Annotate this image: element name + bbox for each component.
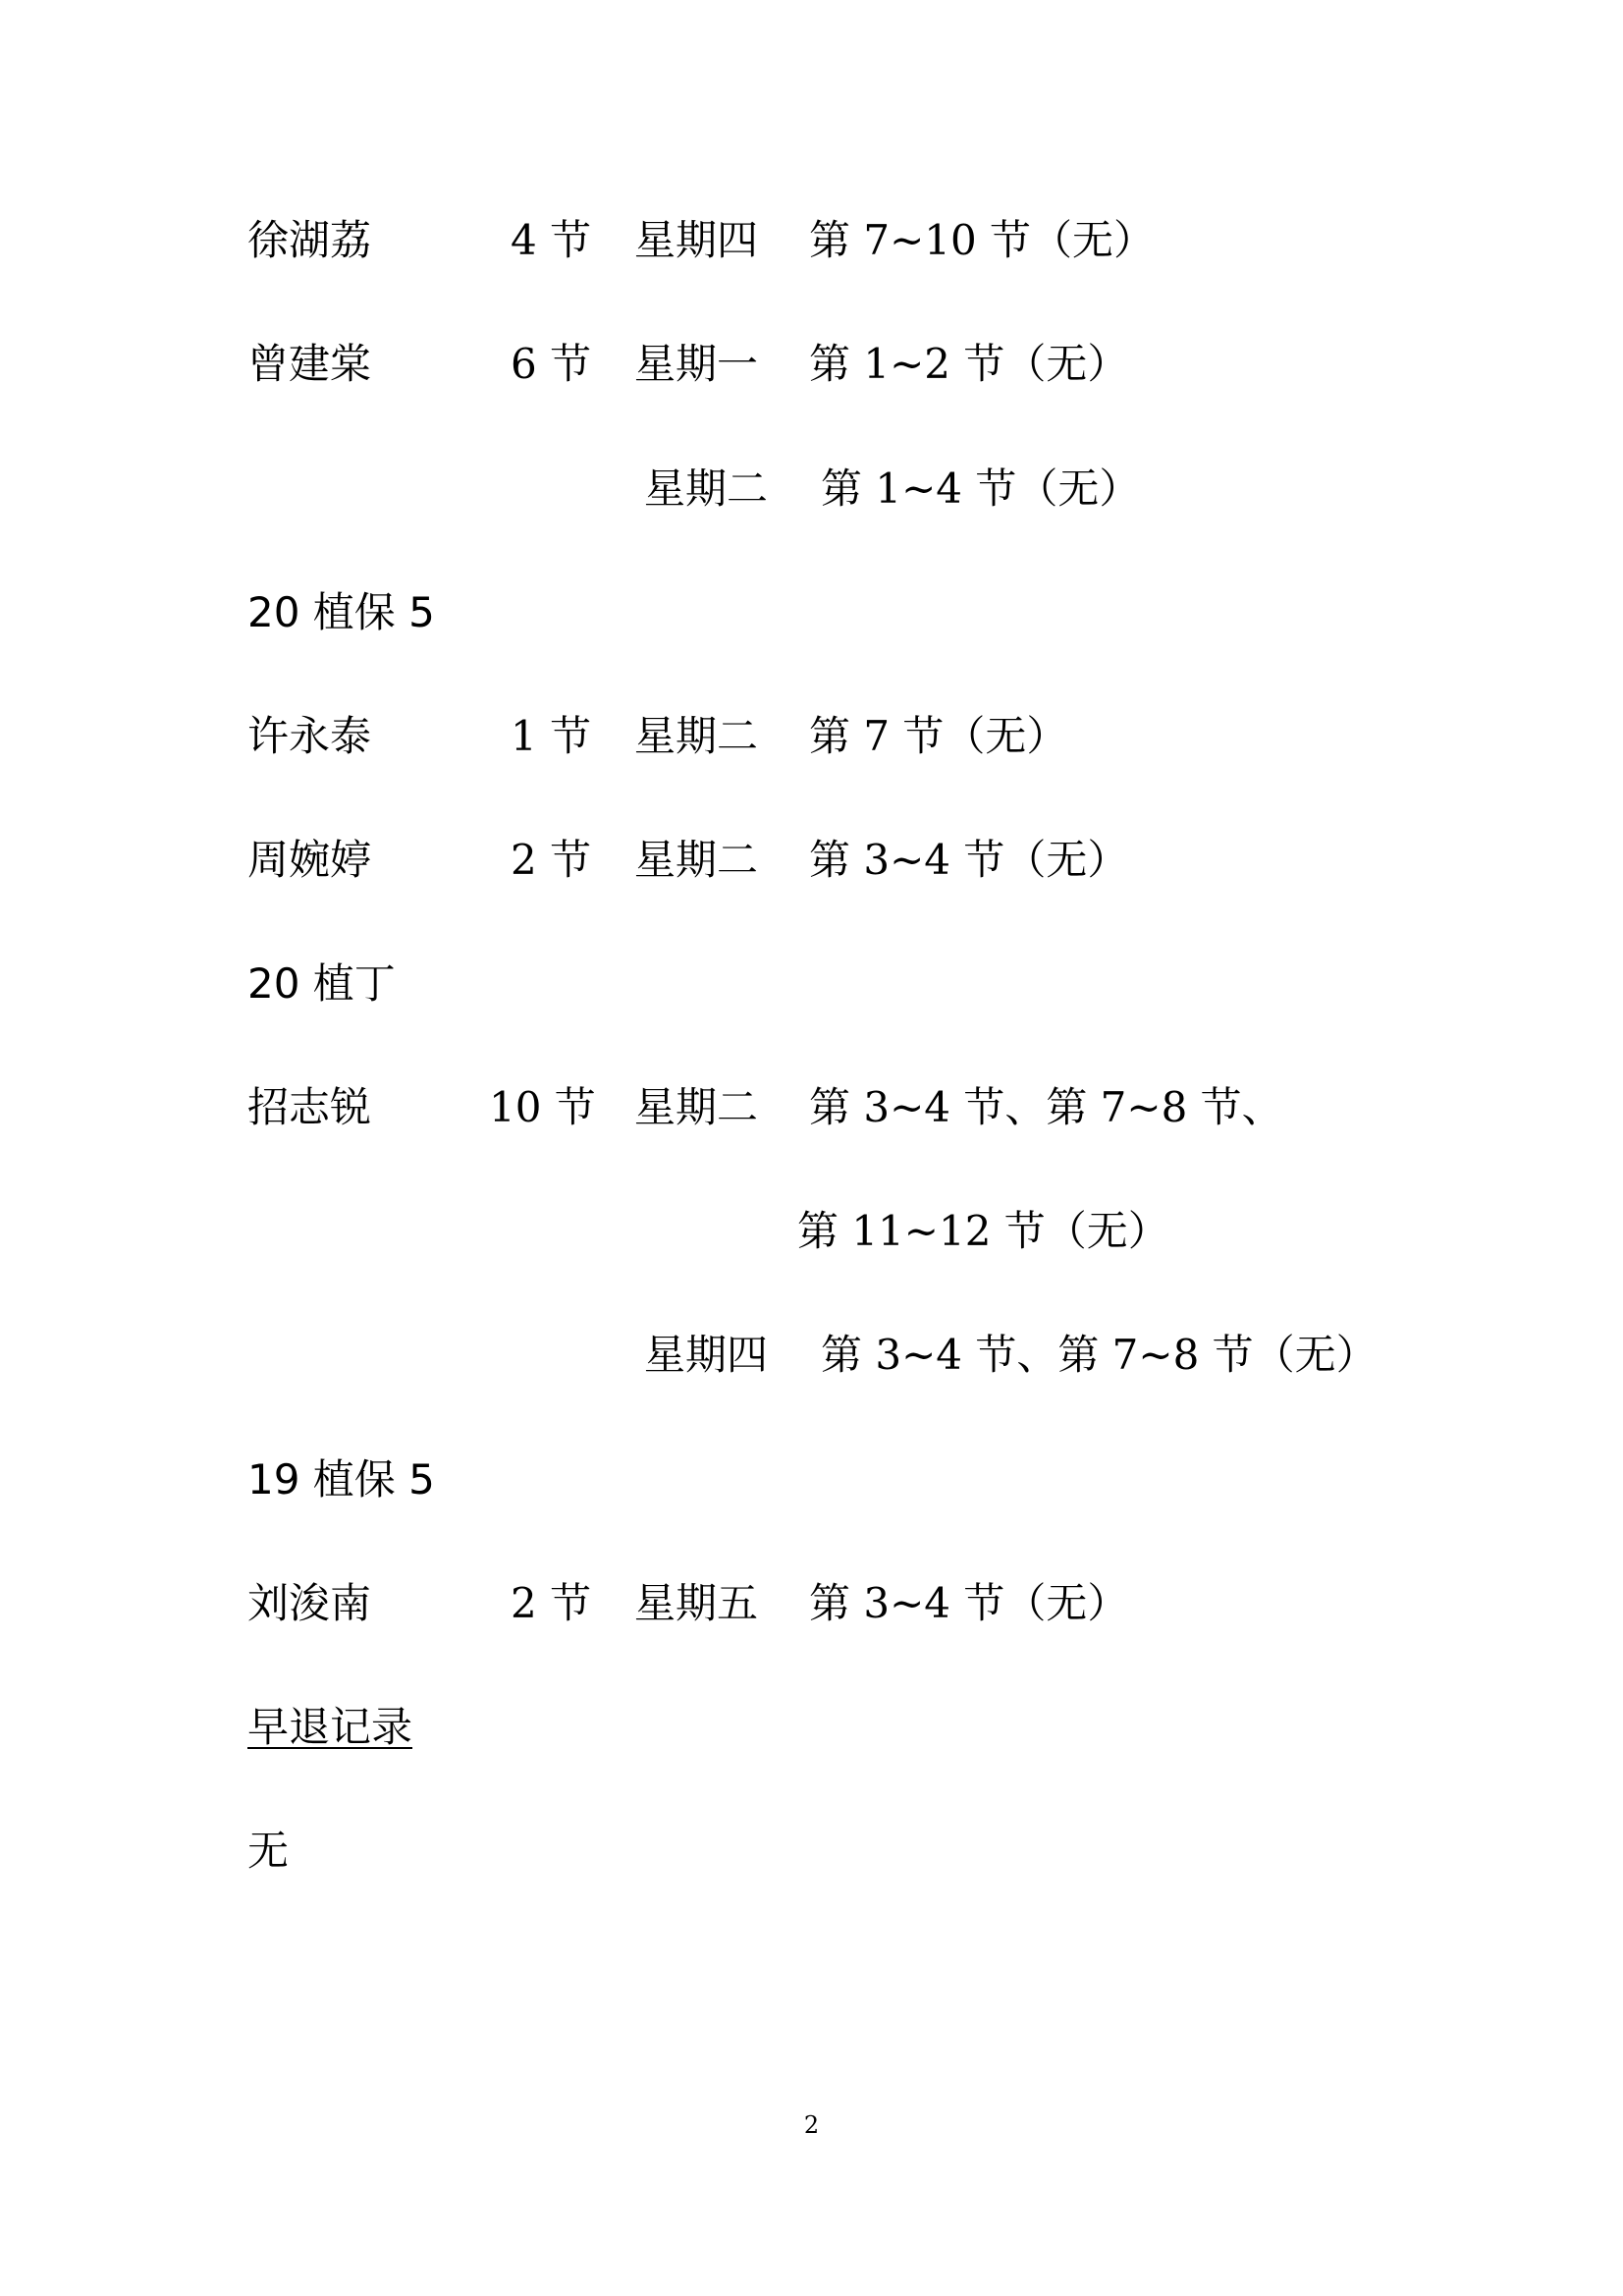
weekday: 星期一	[634, 340, 759, 388]
period-range-continued: 第 11~12 节（无）	[797, 1207, 1169, 1255]
student-name: 刘浚南	[247, 1579, 372, 1627]
period-range: 第 3~4 节、第 7~8 节、	[809, 1083, 1283, 1131]
page-number: 2	[803, 2111, 820, 2139]
period-count: 6 节	[511, 340, 592, 388]
student-name: 招志锐	[247, 1083, 372, 1131]
weekday: 星期二	[634, 712, 759, 760]
weekday: 星期二	[634, 836, 759, 884]
student-name: 徐湖荔	[247, 216, 372, 264]
period-range: 第 7 节（无）	[809, 712, 1068, 760]
student-name: 周婉婷	[247, 836, 372, 884]
period-count: 2 节	[511, 836, 592, 884]
weekday: 星期四	[644, 1331, 769, 1379]
period-range: 第 1~4 节（无）	[821, 465, 1141, 513]
period-count: 2 节	[511, 1579, 592, 1627]
weekday: 星期四	[634, 216, 759, 264]
class-heading: 20 植保 5	[247, 588, 435, 636]
period-range: 第 3~4 节（无）	[809, 1579, 1129, 1627]
student-name: 曾建棠	[247, 340, 372, 388]
period-range: 第 3~4 节（无）	[809, 836, 1129, 884]
class-heading: 19 植保 5	[247, 1455, 435, 1503]
period-count: 4 节	[511, 216, 592, 264]
student-name: 许永泰	[247, 712, 372, 760]
early-leave-heading: 早退记录	[247, 1703, 413, 1751]
period-range: 第 3~4 节、第 7~8 节（无）	[821, 1331, 1378, 1379]
period-range: 第 1~2 节（无）	[809, 340, 1129, 388]
weekday: 星期二	[634, 1083, 759, 1131]
period-count: 1 节	[511, 712, 592, 760]
weekday: 星期五	[634, 1579, 759, 1627]
class-heading: 20 植丁	[247, 959, 396, 1008]
early-leave-content: 无	[247, 1827, 290, 1875]
period-count: 10 节	[489, 1083, 596, 1131]
weekday: 星期二	[644, 465, 769, 513]
period-range: 第 7~10 节（无）	[809, 216, 1156, 264]
